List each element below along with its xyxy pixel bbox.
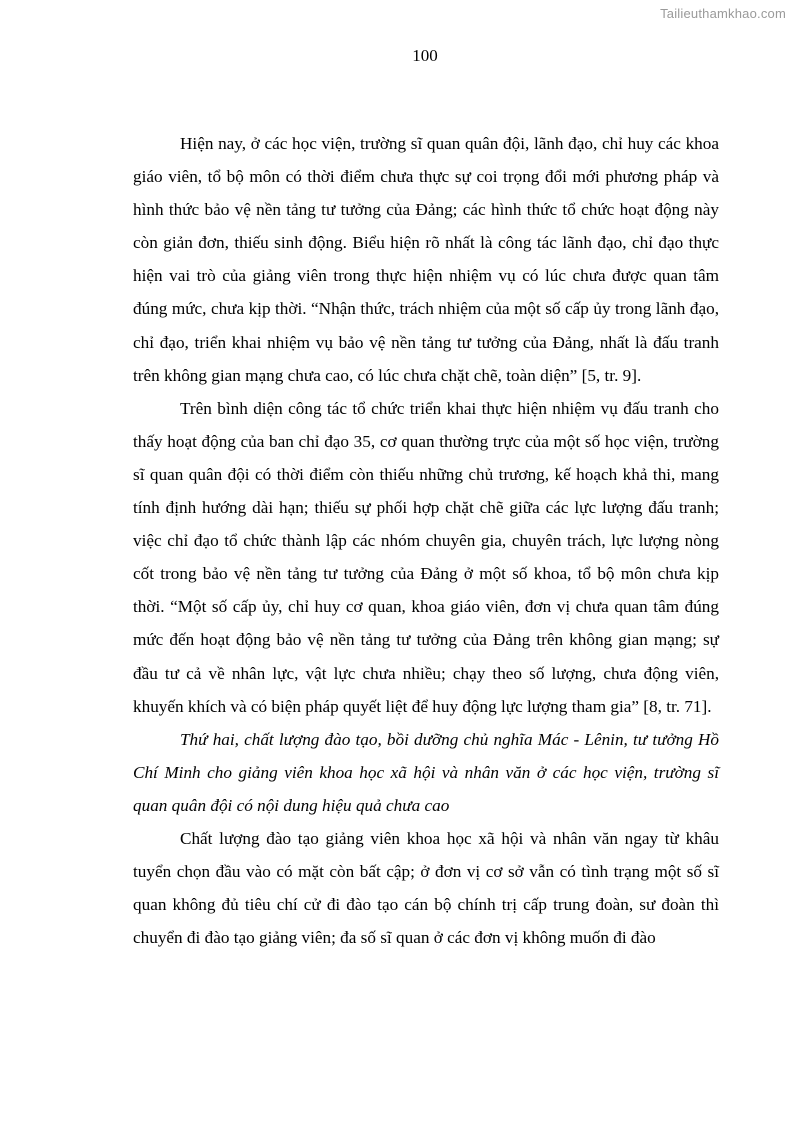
paragraph-1: Hiện nay, ở các học viện, trường sĩ quan quân đội, lãnh đạo, chỉ huy các khoa giáo viên, tổ bộ môn có thời điểm chưa thực sự coi trọng đổi mới phương pháp và hình thức bảo vệ nền tảng tư tưởng của Đảng; các hình thức tổ chức hoạt động này còn giản đơn, thiếu sinh động. Biểu hiện rõ nhất là công tác lãnh đạo, chỉ đạo thực hiện vai trò của giảng viên trong thực hiện nhiệm vụ có lúc chưa được quan tâm đúng mức, chưa kịp thời. “Nhận thức, trách nhiệm của một số cấp ủy trong lãnh đạo, chỉ đạo, triển khai nhiệm vụ bảo vệ nền tảng tư tưởng của Đảng, nhất là đấu tranh trên không gian mạng chưa cao, có lúc chưa chặt chẽ, toàn diện” [5, tr. 9]. bbox=[133, 134, 719, 385]
page-number: 100 bbox=[412, 46, 438, 65]
watermark-text: Tailieuthamkhao.com bbox=[660, 6, 786, 21]
paragraph-3: Chất lượng đào tạo giảng viên khoa học xã hội và nhân văn ngay từ khâu tuyển chọn đầu vào có mặt còn bất cập; ở đơn vị cơ sở vẫn có tình trạng một số sĩ quan không đủ tiêu chí cử đi đào tạo cán bộ chính trị cấp trung đoàn, sư đoàn thì chuyển đi đào tạo giảng viên; đa số sĩ quan ở các đơn vị không muốn đi đào bbox=[133, 828, 719, 948]
document-body bbox=[133, 127, 719, 954]
section-heading-italic: Thứ hai, chất lượng đào tạo, bồi dưỡng chủ nghĩa Mác - Lênin, tư tưởng Hồ Chí Minh cho giảng viên khoa học xã hội và nhân văn ở các học viện, trường sĩ quan quân đội có nội dung hiệu quả chưa cao bbox=[133, 729, 719, 815]
paragraph-2: Trên bình diện công tác tổ chức triển khai thực hiện nhiệm vụ đấu tranh cho thấy hoạt động của ban chỉ đạo 35, cơ quan thường trực của một số học viện, trường sĩ quan quân đội có thời điểm còn thiếu những chủ trương, kế hoạch khả thi, mang tính định hướng dài hạn; thiếu sự phối hợp chặt chẽ giữa các lực lượng đấu tranh; việc chỉ đạo tổ chức thành lập các nhóm chuyên gia, chuyên trách, lực lượng nòng cốt trong bảo vệ nền tảng tư tưởng của Đảng ở một số khoa, tổ bộ môn chưa kịp thời. “Một số cấp ủy, chỉ huy cơ quan, khoa giáo viên, đơn vị chưa quan tâm đúng mức đến hoạt động bảo vệ nền tảng tư tưởng của Đảng trên không gian mạng; sự đầu tư cả về nhân lực, vật lực chưa nhiều; chạy theo số lượng, chưa động viên, khuyến khích và có biện pháp quyết liệt để huy động lực lượng tham gia” [8, tr. 71]. bbox=[133, 398, 719, 716]
